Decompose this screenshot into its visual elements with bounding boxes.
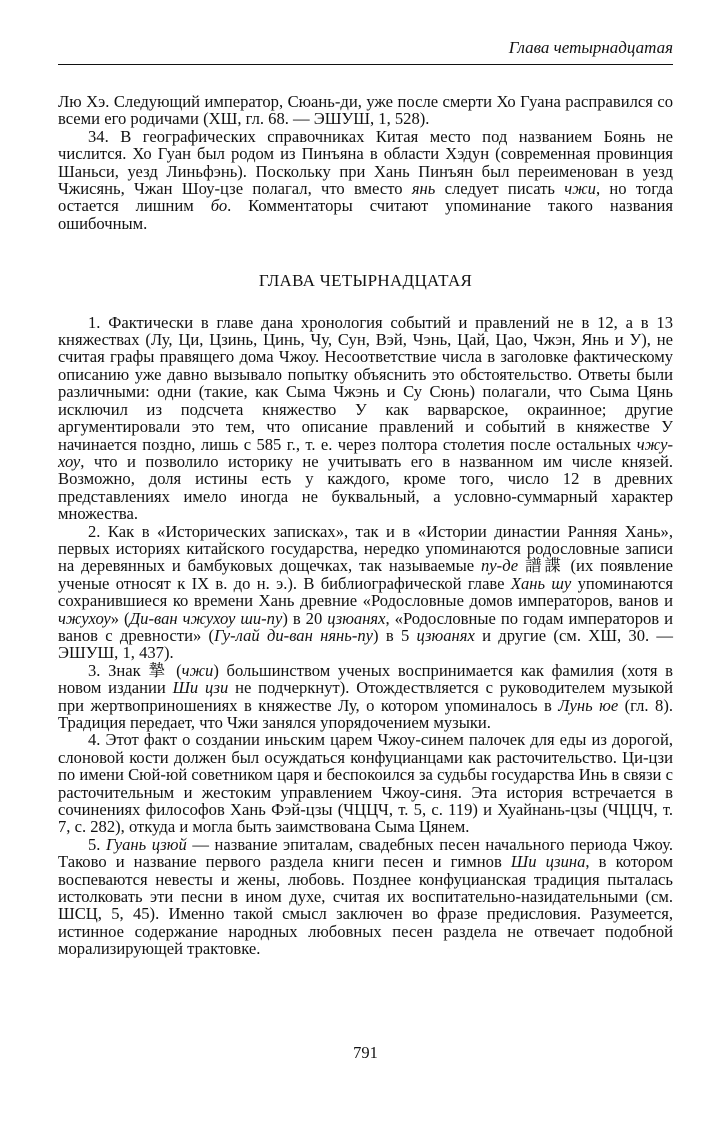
note-continuation: Лю Хэ. Следующий император, Сюань-ди, уже после смерти Хо Гуана расправился со всеми его родичами (ХШ, гл. 68. — ЭШУШ, 1, 528). bbox=[58, 92, 673, 129]
header-rule bbox=[58, 64, 673, 65]
note-3: 3. Знак 摯 (чжи) большинством ученых воспринимается как фамилия (хотя в новом издании Ши цзи не подчеркнут). Отождествляется с руководителем музыкой при жертвоприношениях в княжестве Лу, о котором упоминалось в Лунь юе (гл. 8). Традиция передает, что Чжи занялся упорядочением музыки. bbox=[58, 660, 673, 732]
note-34: 34. В географических справочниках Китая место под названием Боянь не числится. Хо Гуан был родом из Пинъяна в области Хэдун (современная провинция Шаньси, уезд Линьфэнь). Поскольку при Хань Пинъян был переименован в уезд Чжисянь, Чжан Шоу-цзе полагал, что вместо янь следует писать чжи, но тогда остается лишним бо. Комментаторы считают упоминание такого названия ошибочным. bbox=[58, 126, 673, 233]
note-2: 2. Как в «Исторических записках», так и в «Истории династии Ранняя Хань», первых историях китайского государства, нередко упоминаются родословные записи на деревянных и бамбуковых дощечках, так называемые пу-де 譜諜 (их появление ученые относят к IX в. до н. э.). В библиографической главе Хань шу упоминаются сохранившиеся ко времени Хань древние «Родословные домов императоров, ванов и чжухоу» (Ди-ван чжухоу ши-пу) в 20 цзюанях, «Родословные по годам императоров и ванов с древности» (Гу-лай ди-ван нянь-пу) в 5 цзюанях и другие (см. ХШ, 30. — ЭШУШ, 1, 437). bbox=[58, 521, 674, 663]
note-1: 1. Фактически в главе дана хронология событий и правлений не в 12, а в 13 княжествах (Лу, Ци, Цзинь, Цинь, Чу, Сун, Вэй, Чэнь, Цай, Цао, Чжэн, Янь и У), не считая графы правящего дома Чжоу. Несоответствие числа в заголовке фактическому описанию уже давно вызывало попытку объяснить это обстоятельство. Ответы были различными: одни (такие, как Сыма Чжэнь и Су Сюнь) полагали, что Сыма Цянь исключил из подсчета княжество У как варварское, окраинное; другие аргументировали это тем, что описание правлений и событий в княжестве У начинается поздно, лишь с 585 г., т. е. через полтора столетия после остальных чжу-хоу, что и позволило историку не учитывать его в названном им числе князей. Возможно, доля истины есть у каждого, кроме того, число 12 в древних представлениях имело иногда не буквальный, а условно-суммарный характер множества. bbox=[58, 312, 673, 524]
page-number: 791 bbox=[353, 1043, 378, 1062]
running-head: Глава четырнадцатая bbox=[508, 38, 673, 57]
chapter-title: ГЛАВА ЧЕТЫРНАДЦАТАЯ bbox=[258, 271, 473, 291]
note-5: 5. Гуань цзюй — название эпиталам, свадебных песен начального периода Чжоу. Таково и название первого раздела книги песен и гимнов Ши цзина, в котором воспеваются невесты и жены, любовь. Позднее конфуцианская традиция пыталась истолковать эти песни в ином духе, считая их воспитательно-назидательными (см. ШСЦ, 5, 45). Именно такой смысл заключен во фразе предисловия. Разумеется, истинное содержание народных любовных песен раздела не отвечает подобной морализирующей трактовке. bbox=[58, 834, 674, 959]
note-4: 4. Этот факт о создании иньским царем Чжоу-синем палочек для еды из дорогой, слоновой кости должен был осуждаться конфуцианцами как расточительство. Ци-цзи по имени Сюй-юй советником царя и беспокоился за судьбы государства Инь в связи с расточительным и жестоким управлением Чжоу-синя. Эта история встречается в сочинениях философов Хань Фэй-цзы (ЧЦЦЧ, т. 5, с. 119) и Хуайнань-цзы (ЧЦЦЧ, т. 7, с. 282), откуда и могла быть заимствована Сыма Цянем. bbox=[58, 730, 673, 837]
page-body bbox=[58, 93, 673, 958]
